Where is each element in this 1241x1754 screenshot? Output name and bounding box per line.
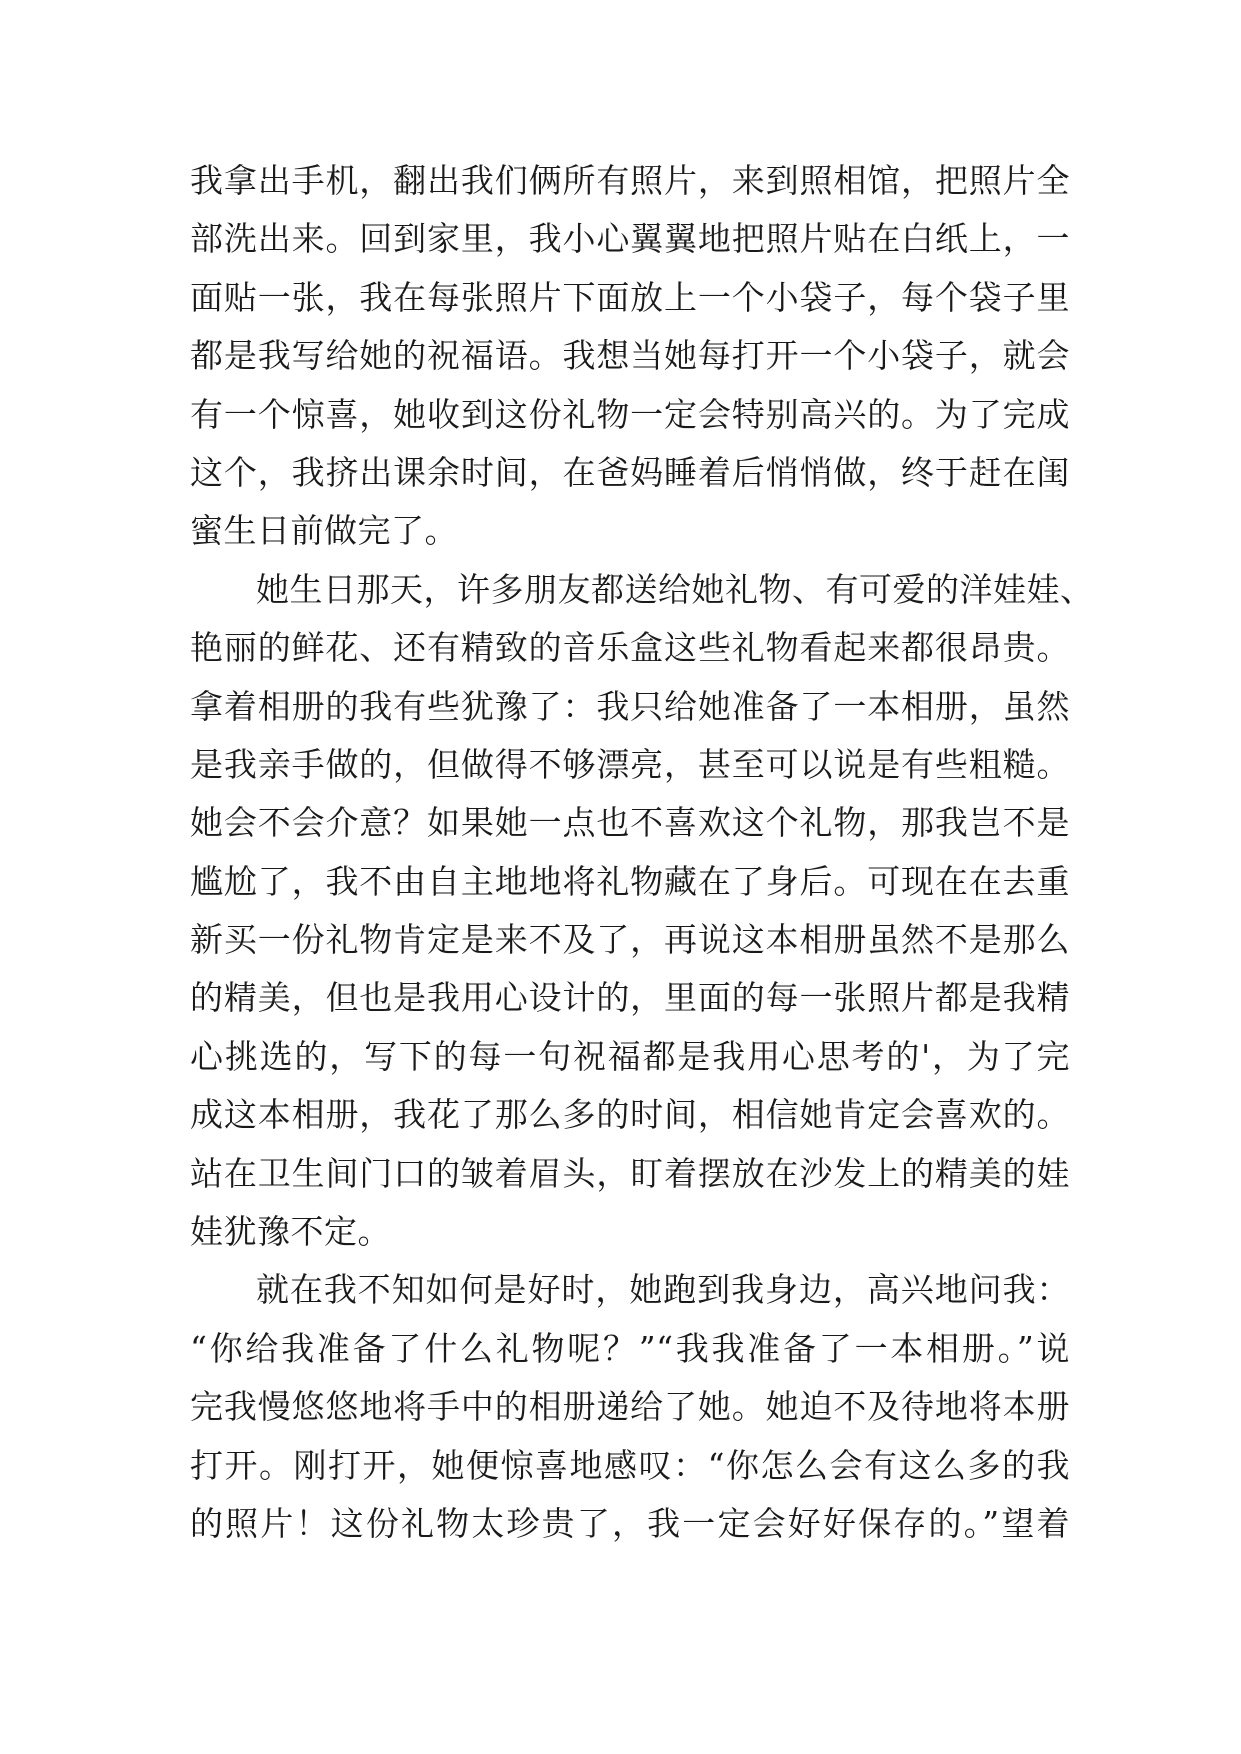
text-line: 我拿出手机，翻出我们俩所有照片，来到照相馆，把照片全 [190, 161, 1070, 200]
text-line: 是我亲手做的，但做得不够漂亮，甚至可以说是有些粗糙。 [190, 744, 1070, 784]
text-line: 有一个惊喜，她收到这份礼物一定会特别高兴的。为了完成 [190, 394, 1070, 434]
text-line: 蜜生日前做完了。 [190, 511, 458, 551]
text-line: 站在卫生间门口的皱着眉头，盯着摆放在沙发上的精美的娃 [190, 1153, 1070, 1193]
text-line: 艳丽的鲜花、还有精致的音乐盒这些礼物看起来都很昂贵。 [190, 628, 1070, 668]
paragraph-2 [190, 561, 1094, 1262]
paragraph-3 [190, 1261, 1070, 1553]
text-line: 的照片！这份礼物太珍贵了，我一定会好好保存的。”望着 [190, 1503, 1070, 1543]
text-line: 这个，我挤出课余时间，在爸妈睡着后悄悄做，终于赶在闺 [190, 452, 1070, 492]
text-line: 尴尬了，我不由自主地地将礼物藏在了身后。可现在在去重 [190, 861, 1070, 901]
text-line: 的精美，但也是我用心设计的，里面的每一张照片都是我精 [190, 978, 1070, 1018]
text-line: 心挑选的，写下的每一句祝福都是我用心思考的'，为了完 [190, 1036, 1070, 1076]
text-line: 娃犹豫不定。 [190, 1212, 391, 1252]
text-line: 新买一份礼物肯定是来不及了，再说这本相册虽然不是那么 [190, 920, 1070, 960]
text-line: 打开。刚打开，她便惊喜地感叹：“你怎么会有这么多的我 [190, 1445, 1070, 1485]
text-line: 她生日那天，许多朋友都送给她礼物、有可爱的洋娃娃、 [256, 569, 1094, 609]
text-line: 都是我写给她的祝福语。我想当她每打开一个小袋子，就会 [190, 336, 1070, 376]
text-line: “你给我准备了什么礼物呢？”“我我准备了一本相册。”说 [190, 1328, 1070, 1368]
text-line: 她会不会介意？如果她一点也不喜欢这个礼物，那我岂不是 [190, 803, 1070, 843]
paragraph-1 [190, 152, 1070, 561]
text-line: 完我慢悠悠地将手中的相册递给了她。她迫不及待地将本册 [190, 1387, 1070, 1427]
text-line: 成这本相册，我花了那么多的时间，相信她肯定会喜欢的。 [190, 1095, 1070, 1135]
text-line: 面贴一张，我在每张照片下面放上一个小袋子，每个袋子里 [190, 277, 1070, 317]
body-text [190, 152, 1094, 1553]
text-line: 就在我不知如何是好时，她跑到我身边，高兴地问我： [256, 1270, 1070, 1310]
text-line: 拿着相册的我有些犹豫了：我只给她准备了一本相册，虽然 [190, 686, 1070, 726]
text-line: 部洗出来。回到家里，我小心翼翼地把照片贴在白纸上，一 [190, 219, 1070, 259]
